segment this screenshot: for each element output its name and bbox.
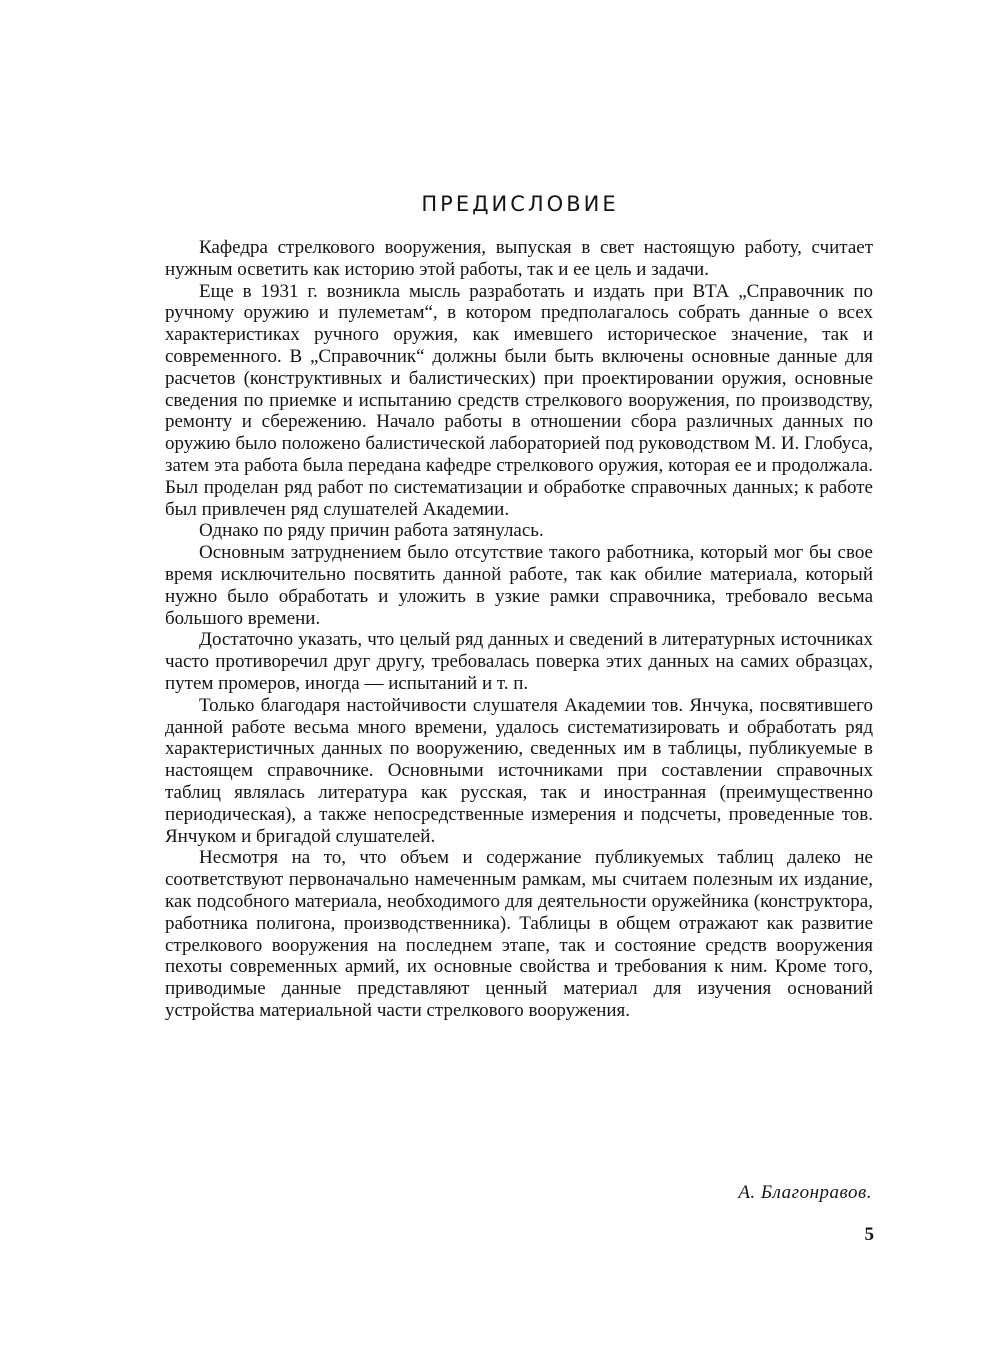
- preface-body: [165, 237, 873, 1022]
- paragraph-5: Достаточно указать, что целый ряд данных и сведений в литературных источниках часто противоречил друг другу, требовалась поверка этих данных на самих образцах, путем промеров, иногда — испытаний и т. п.: [165, 629, 873, 694]
- page-number: 5: [864, 1224, 874, 1245]
- paragraph-4: Основным затруднением было отсутствие такого работника, который мог бы свое время исключительно посвятить данной работе, так как обилие материала, который нужно было обработать и уложить в узкие рамки справочника, требовало весьма большого времени.: [165, 542, 873, 629]
- paragraph-7: Несмотря на то, что объем и содержание публикуемых таблиц далеко не соответствуют первоначально намеченным рамкам, мы считаем полезным их издание, как подсобного материала, необходимого для деятельности оружейника (конструктора, работника полигона, производственника). Таблицы в общем отражают как развитие стрелкового вооружения на последнем этапе, так и состояние средств вооружения пехоты современных армий, их основные свойства и требования к ним. Кроме того, приводимые данные представляют ценный материал для изучения оснований устройства материальной части стрелкового вооружения.: [165, 847, 873, 1021]
- paragraph-1: Кафедра стрелкового вооружения, выпуская в свет настоящую работу, считает нужным осветить как историю этой работы, так и ее цель и задачи.: [165, 237, 873, 280]
- paragraph-6: Только благодаря настойчивости слушателя Академии тов. Янчука, посвятившего данной работе весьма много времени, удалось систематизировать и обработать ряд характеристичных данных по вооружению, сведенных им в таблицы, публикуемые в настоящем справочнике. Основными источниками при составлении справочных таблиц являлась литература как русская, так и иностранная (преимущественно периодическая), а также непосредственные измерения и подсчеты, проведенные тов. Янчуком и бригадой слушателей.: [165, 694, 873, 847]
- page-title: ПРЕДИСЛОВИЕ: [421, 192, 619, 216]
- paragraph-3: Однако по ряду причин работа затянулась.: [199, 520, 544, 542]
- author-signature: А. Благонравов.: [738, 1182, 872, 1203]
- paragraph-2: Еще в 1931 г. возникла мысль разработать и издать при ВТА „Справочник по ручному оружию и пулеметам“, в котором предполагалось собрать данные о всех характеристиках ручного оружия, как имевшего историческое значение, так и современного. В „Справочник“ должны были быть включены основные данные для расчетов (конструктивных и балистических) при проектировании оружия, основные сведения по приемке и испытанию средств стрелкового вооружения, по производству, ремонту и сбережению. Начало работы в отношении сбора различных данных по оружию было положено балистической лабораторией под руководством М. И. Глобуса, затем эта работа была передана кафедре стрелкового оружия, которая ее и продолжала. Был проделан ряд работ по систематизации и обработке справочных данных; к работе был привлечен ряд слушателей Академии.: [165, 280, 873, 520]
